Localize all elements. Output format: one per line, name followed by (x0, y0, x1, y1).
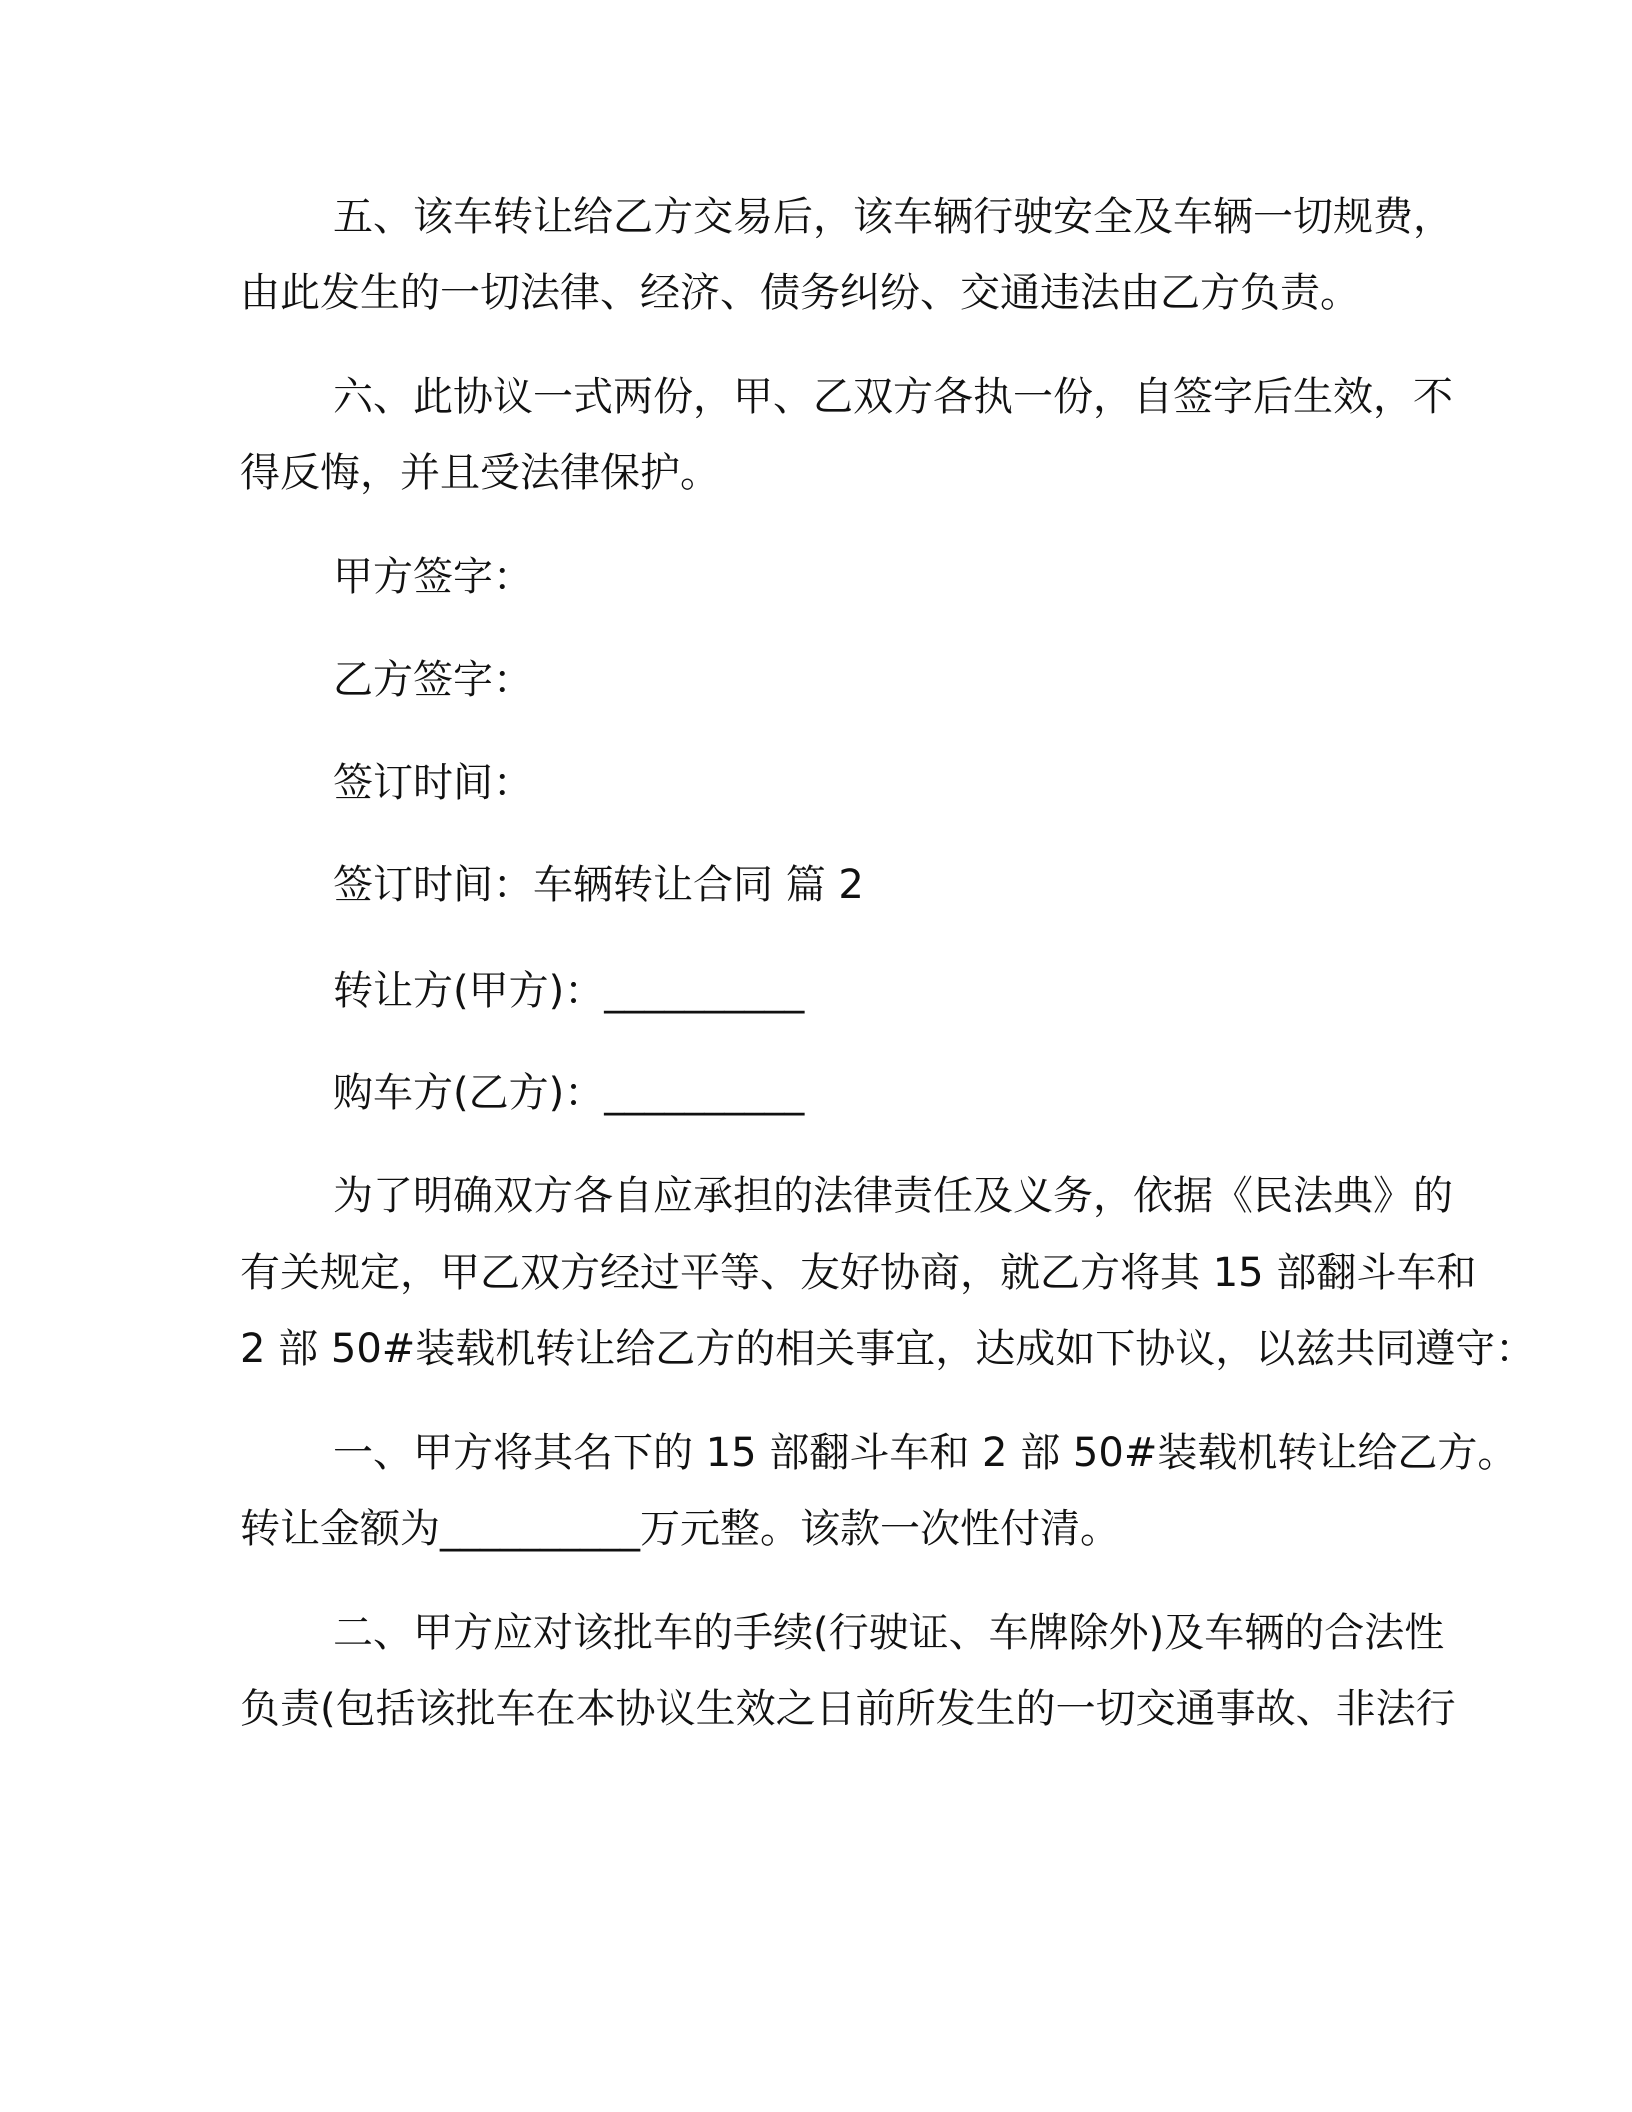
signing-date: 签订时间： (333, 760, 533, 806)
clause-1-line-1: 一、甲方将其名下的 15 部翻斗车和 2 部 50#装载机转让给乙方。 (333, 1430, 1518, 1476)
party-a-signature: 甲方签字： (333, 554, 533, 600)
clause-5-line-2: 由此发生的一切法律、经济、债务纠纷、交通违法由乙方负责。 (240, 270, 1360, 316)
clause-6-line-1: 六、此协议一式两份，甲、乙双方各执一份，自签字后生效，不 (333, 374, 1453, 420)
party-b-signature: 乙方签字： (333, 657, 533, 703)
preamble-line-2: 有关规定，甲乙双方经过平等、友好协商，就乙方将其 15 部翻斗车和 (240, 1250, 1477, 1296)
clause-6-line-2: 得反悔，并且受法律保护。 (240, 450, 720, 496)
clause-2-line-2: 负责(包括该批车在本协议生效之日前所发生的一切交通事故、非法行 (240, 1686, 1456, 1732)
clause-1-line-2: 转让金额为__________万元整。该款一次性付清。 (240, 1506, 1120, 1552)
clause-2-line-1: 二、甲方应对该批车的手续(行驶证、车牌除外)及车辆的合法性 (333, 1610, 1445, 1656)
buyer-field: 购车方(乙方)：__________ (333, 1070, 805, 1116)
preamble-line-1: 为了明确双方各自应承担的法律责任及义务，依据《民法典》的 (333, 1173, 1453, 1219)
clause-5-line-1: 五、该车转让给乙方交易后，该车辆行驶安全及车辆一切规费， (333, 194, 1453, 240)
preamble-line-3: 2 部 50#装载机转让给乙方的相关事宜，达成如下协议，以兹共同遵守： (240, 1326, 1536, 1372)
transferor-field: 转让方(甲方)：__________ (333, 968, 805, 1014)
contract-2-heading: 签订时间：车辆转让合同 篇 2 (333, 862, 864, 908)
